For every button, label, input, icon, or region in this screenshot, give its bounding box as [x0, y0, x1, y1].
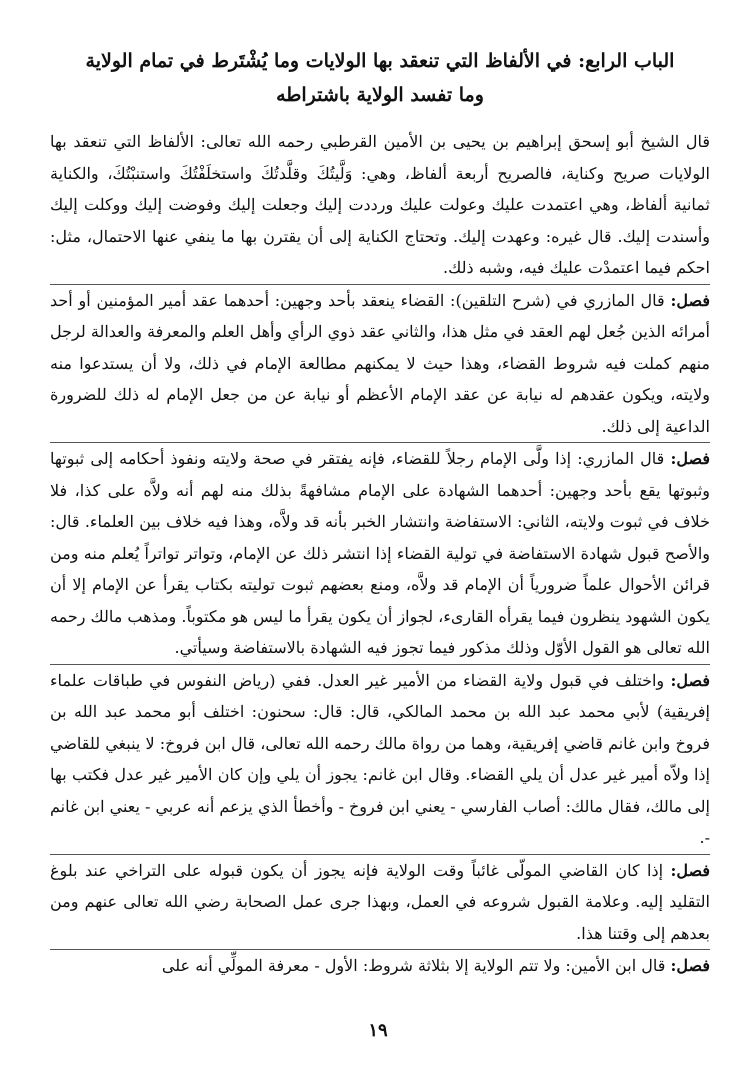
paragraph-text: إذا كان القاضي المولّى غائباً وقت الولاية فإنه يجوز أن يكون قبوله على التراخي عند بلوغ التقليد إليه. وعلامة القبول شروعه في العمل، وبهذا جرى عمل الصحابة رضي الله تعالى عنهم ومن بعدهم إلى وقتنا هذا.	[50, 860, 710, 943]
paragraph-text: قال المازري: إذا ولَّى الإمام رجلاً للقضاء، فإنه يفتقر في صحة ولايته ونفوذ أحكامه إلى ثبوتها وثبوتها يقع بأحد وجهين: أحدهما الشهادة على الإمام مشافهةً بذلك منه لهم أنه ولاَّه على كذا، فلا خلاف في ثبوت ولايته، الثاني: الاستفاضة وانتشار الخبر بأنه قد ولاَّه، وهذا فيه خلاف بين العلماء. قال: والأصح قبول شهادة الاستفاضة في تولية القضاء إذا انتشر ذلك عن الإمام، وتواتر تواتراً يُعلم منه ومن قرائن الأحوال علماً ضرورياً أن الإمام قد ولاَّه، ومنع بعضهم ثبوت توليته بكتاب يقرأ عن الإمام إلا أن يكون الشهود ينظرون فيما يقرأه القارىء، لجواز أن يكون يقرأ ما ليس هو مكتوباً. ومذهب مالك رحمه الله تعالى هو القول الأوّل وذلك مذكور فيما تجوز فيه الشهادة بالاستفاضة وسيأتي.	[50, 449, 710, 657]
paragraph-section	[50, 284, 710, 443]
paragraph-section	[50, 854, 710, 950]
paragraph-section	[50, 949, 710, 982]
paragraph-text: قال ابن الأمين: ولا تتم الولاية إلا بثلاثة شروط: الأول - معرفة المولِّي أنه على	[161, 956, 671, 975]
section-lead: فصل:	[670, 956, 710, 975]
page-number: ١٩	[368, 1020, 388, 1041]
section-lead: فصل:	[670, 290, 711, 310]
paragraph-section	[50, 442, 710, 664]
paragraph-text: قال المازري في (شرح التلقين): القضاء ينعقد بأحد وجهين: أحدهما عقد أمير المؤمنين أو أحد أمرائه الذين جُعل لهم العقد في مثل هذا، والثاني عقد ذوي الرأي وأهل العلم والمعرفة والعدالة لرجل منهم كملت فيه شروط القضاء، وهذا حيث لا يمكنهم مطالعة الإمام في ذلك، ولا أن يستدعوا منه ولايته، ويكون عقدهم له نيابة عن عقد الإمام الأعظم أو نيابة عن من جعل الإمام له ذلك للضرورة الداعية إلى ذلك.	[50, 290, 710, 436]
section-lead: فصل:	[670, 860, 710, 880]
body-text	[50, 126, 710, 982]
section-lead: فصل:	[670, 670, 710, 690]
paragraph-intro	[50, 126, 710, 284]
paragraph-section	[50, 664, 710, 854]
chapter-title-line-1: الباب الرابع: في الألفاظ التي تنعقد بها الولايات وما يُشْتَرط في تمام الولاية	[85, 50, 675, 72]
paragraph-text: واختلف في قبول ولاية القضاء من الأمير غير العدل. ففي (رياض النفوس في طباقات علماء إفريقية) لأبي محمد عبد الله بن محمد المالكي، قال: قال: سحنون: اختلف أبو محمد عبد الله بن فروخ وابن غانم قاضي إفريقية، وهما من رواة مالك رحمه الله تعالى، قال ابن فروخ: لا ينبغي للقاضي إذا ولاّه أمير غير عدل أن يلي القضاء. وقال ابن غانم: يجوز أن يلي وإن كان الأمير غير عدل فكتب بها إلى مالك، فقال مالك: أصاب الفارسي - يعني ابن فروخ - وأخطأ الذي يزعم أنه عربي - يعني ابن غانم -.	[50, 670, 710, 847]
chapter-title-line-2: وما تفسد الولاية باشتراطه	[276, 84, 484, 106]
chapter-title	[50, 44, 710, 112]
paragraph-text: قال الشيخ أبو إسحق إبراهيم بن يحيى بن الأمين القرطبي رحمه الله تعالى: الألفاظ التي تنعقد بها الولايات صريح وكناية، فالصريح أربعة ألفاظ، وهي: وَلَّيتُكَ وقلَّدتُكَ واستخلَفْتُكَ واستنبْتُكَ، والكناية ثمانية ألفاظ، وهي اعتمدت عليك وعولت عليك ورددت إليك وجعلت إليك وفوضت إليك ووكلت إليك وأسندت إليك. قال غيره: وعهدت إليك. وتحتاج الكناية إلى أن يقترن بها ما ينفي عنها الاحتمال، مثل: احكم فيما اعتمدْت عليك فيه، وشبه ذلك.	[50, 132, 711, 277]
section-lead: فصل:	[670, 449, 710, 468]
